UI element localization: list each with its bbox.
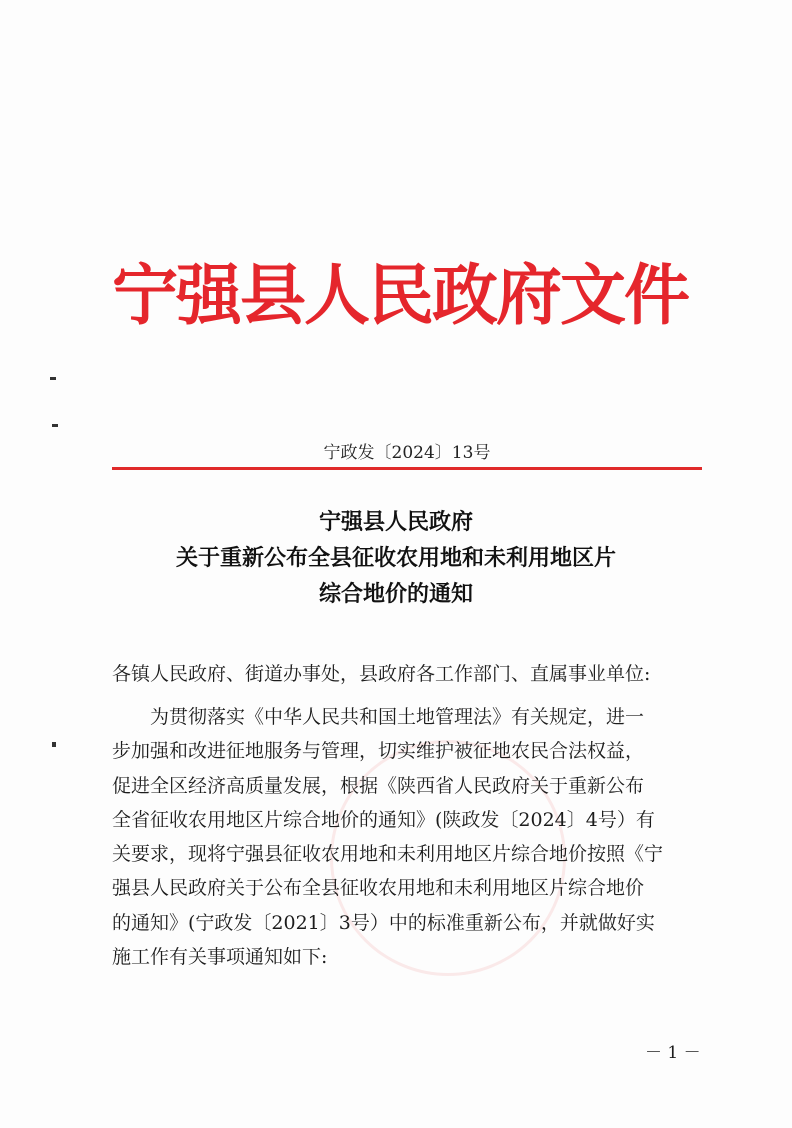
document-header-title: 宁强县人民政府文件 <box>112 256 688 334</box>
body-line: 为贯彻落实《中华人民共和国土地管理法》有关规定，进一 <box>112 706 645 728</box>
notice-title <box>90 505 702 613</box>
body-line: 步加强和改进征地服务与管理，切实维护被征地农民合法权益， <box>112 740 645 763</box>
notice-title-line: 关于重新公布全县征收农用地和未利用地区片 <box>175 546 616 571</box>
body-line: 的通知》(宁政发〔2021〕3号）中的标准重新公布，并就做好实 <box>112 911 655 934</box>
body-line: 关要求，现将宁强县征收农用地和未利用地区片综合地价按照《宁 <box>112 843 664 866</box>
salutation: 各镇人民政府、街道办事处，县政府各工作部门、直属事业单位: <box>112 663 651 685</box>
body-paragraph <box>112 700 702 974</box>
body-line: 施工作有关事项通知如下: <box>112 946 328 969</box>
red-divider-line <box>112 467 702 470</box>
notice-title-line: 宁强县人民政府 <box>318 510 473 535</box>
notice-title-line: 综合地价的通知 <box>318 582 473 607</box>
binding-mark <box>50 377 56 380</box>
body-line: 促进全区经济高质量发展，根据《陕西省人民政府关于重新公布 <box>112 774 645 797</box>
binding-mark <box>52 424 58 427</box>
document-number: 宁政发〔2024〕13号 <box>323 443 491 463</box>
binding-mark <box>52 742 56 747</box>
body-line: 强县人民政府关于公布全县征收农用地和未利用地区片综合地价 <box>112 877 645 900</box>
page-number: － 1 － <box>645 1043 701 1063</box>
body-line: 全省征收农用地区片综合地价的通知》(陕政发〔2024〕4号）有 <box>112 808 655 831</box>
